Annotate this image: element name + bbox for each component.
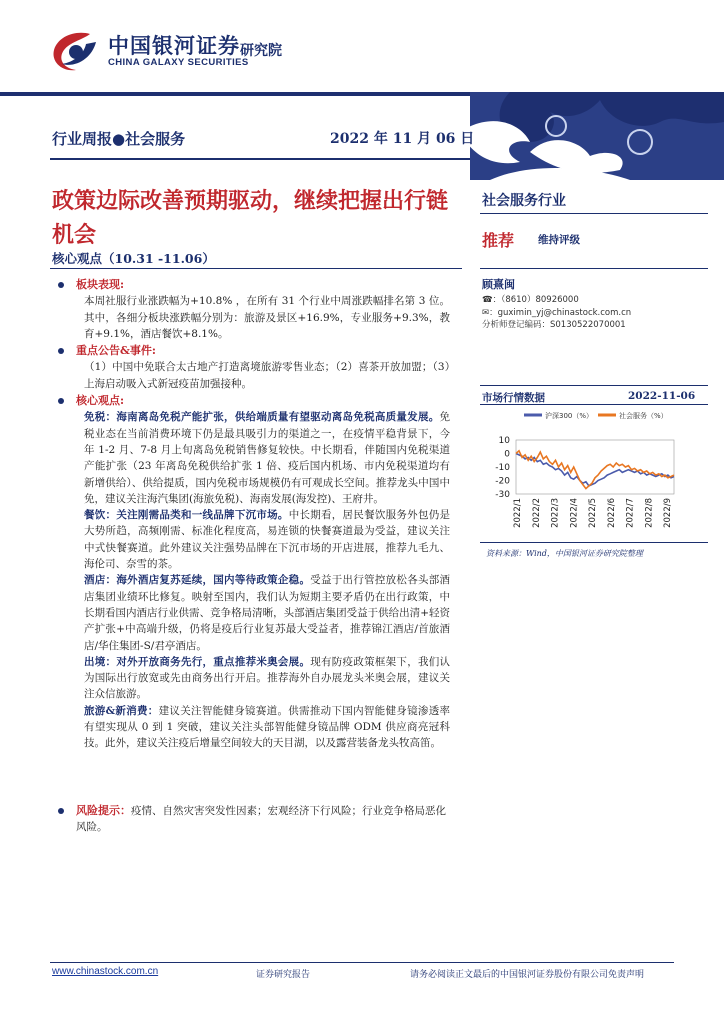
x-tick-label: 2022/6: [606, 498, 617, 528]
section-text: 本周社服行业涨跌幅为+10.8% ，在所有 31 个行业中周涨跌幅排名第 3 位。其中，各细分板块涨跌幅分别为：旅游及景区+16.9%，专业服务+9.3%，教育+9.1%，酒店餐饮+8.1%。: [84, 295, 450, 340]
core-view-label: 核心观点（10.31 -11.06）: [52, 251, 215, 266]
view-paragraph: [84, 654, 450, 703]
chart-source: 资料来源：Wind，中国银河证券研究院整理: [486, 549, 643, 558]
footer-report-label: 证券研究报告: [256, 970, 311, 980]
market-data-date: 2022-11-06: [628, 390, 696, 402]
main-body: [52, 276, 450, 752]
risk-content: [76, 803, 450, 836]
sidebar-rule: [480, 542, 708, 543]
x-tick-label: 2022/7: [625, 498, 636, 528]
view-lead: 餐饮：关注刚需品类和一线品牌下沉市场。: [84, 509, 289, 522]
view-lead: 出境：对外开放商务先行，重点推荐米奥会展。: [84, 655, 311, 668]
sidebar-rule: [480, 385, 708, 386]
view-paragraph: [84, 507, 450, 572]
chart-legend: [524, 411, 668, 420]
bullet-icon: [58, 808, 64, 814]
galaxy-logo-icon: [46, 28, 104, 78]
y-tick-label: -10: [495, 463, 510, 473]
analyst-email[interactable]: ✉：guximin_yj@chinastock.com.cn: [482, 308, 632, 318]
analyst-registration: 分析师登记编码：S0130522070001: [482, 320, 626, 330]
sidebar-rule: [480, 268, 708, 269]
bullet-icon: [58, 348, 64, 354]
section-title: 板块表现:: [76, 278, 125, 291]
report-title: 政策边际改善预期驱动，继续把握出行链机会: [52, 188, 449, 248]
sidebar-rule: [480, 213, 708, 214]
x-tick-label: 2022/4: [569, 498, 580, 528]
market-data-title: 市场行情数据: [482, 392, 545, 404]
section-performance: [52, 277, 450, 293]
chart-grid: [516, 440, 674, 494]
footer-website-link[interactable]: www.chinastock.com.cn: [52, 966, 159, 977]
series-line-hs300: [516, 454, 674, 486]
section-text: 疫情、自然灾害突发性因素；宏观经济下行风险；行业竞争格局恶化风险。: [76, 805, 446, 834]
report-date: 2022 年 11 月 06 日: [330, 131, 475, 147]
industry-name: 社会服务行业: [482, 193, 566, 209]
y-tick-label: -20: [495, 476, 510, 487]
section-views: [52, 393, 450, 409]
band-rule: [50, 158, 470, 160]
section-text: （1）中国中免联合太古地产打造离境旅游零售业态；（2）喜茶开放加盟；（3）上海启动吸入式新冠疫苗加强接种。: [84, 361, 450, 390]
cloud-pattern-icon: [470, 92, 724, 180]
x-tick-label: 2022/2: [531, 498, 542, 528]
x-tick-label: 2022/3: [550, 498, 561, 528]
legend-label: 社会服务（%）: [619, 412, 668, 420]
legend-label: 沪深300（%）: [545, 412, 594, 420]
section-announcements: [52, 343, 450, 359]
y-tick-label: 10: [498, 436, 510, 446]
sidebar-rule: [480, 404, 708, 405]
market-line-chart: [480, 406, 710, 542]
brand-name-en: CHINA GALAXY SECURITIES: [108, 57, 249, 68]
bullet-icon: [58, 282, 64, 288]
plot-frame: [516, 440, 674, 494]
view-lead: 旅游&新消费：: [84, 704, 159, 717]
rating: 推荐: [482, 231, 515, 250]
analyst-phone: ☎：（8610）80926000: [482, 295, 579, 305]
view-paragraph: [84, 572, 450, 653]
view-lead: 免税：海南离岛免税产能扩张，供给端质量有望驱动离岛免税高质量发展。: [84, 411, 440, 424]
y-tick-label: 0: [504, 449, 510, 460]
risk-section: [52, 802, 450, 836]
x-tick-label: 2022/8: [644, 498, 655, 528]
chart-x-ticks: [513, 498, 673, 528]
section-title: 风险提示：: [76, 804, 131, 817]
section-title: 重点公告&事件:: [76, 344, 156, 358]
bullet-icon: [58, 398, 64, 404]
view-paragraph: [84, 409, 450, 507]
chart-y-ticks: [495, 436, 510, 500]
analyst-name: 顾熹闽: [482, 278, 515, 291]
view-text: 建议关注智能健身镜赛道。供需推动下国内智能健身镜渗透率有望实现从 0 到 1 突破，建议关注头部智能健身镜品牌 ODM 供应商亮冠科技。此外，建议关注疫后增量空间较大的天目湖，以及露营装备龙头牧高笛。: [84, 704, 450, 750]
institute-name: 研究院: [240, 43, 282, 59]
report-type: 行业周报●社会服务: [52, 130, 186, 148]
x-tick-label: 2022/1: [513, 498, 523, 528]
x-tick-label: 2022/5: [588, 498, 598, 528]
section-risk: [52, 803, 450, 836]
x-tick-label: 2022/9: [663, 498, 673, 528]
section-title: 核心观点:: [76, 394, 125, 408]
view-text: 免税业态在当前消费环境下仍是最具吸引力的渠道之一，在疫情平稳背景下，今年 1-2 月、7-8 月上旬离岛免税销售修复较快。中长期看，伴随国内免税渠道产能扩张（23 年离岛免税供给扩张 1 倍、疫后国内机场、市内免税渠道均有新增供给）、供给提质，国内免税市场规模仍有可观成长空间。推荐龙头中国中免，建议关注海汽集团(海旅免税)、海南发展(海发控)、王府井。: [84, 411, 450, 505]
y-tick-label: -30: [495, 490, 510, 500]
chart-series-lines: [516, 451, 674, 489]
view-text: 现有防疫政策框架下，我们认为国际出行放宽或先由商务出行开启。推荐海外自办展龙头米奥会展，建议关注众信旅游。: [84, 655, 451, 701]
brand-name-cn: 中国银河证券: [108, 34, 240, 58]
view-text: 受益于出行管控放松各头部酒店集团业绩环比修复。映射至国内，我们认为短期主要矛盾仍在出行政策，中长期看国内酒店行业供需、竞争格局清晰，头部酒店集团受益于供给出清+轻资产扩张+中高端升级，仍将是疫后行业复苏最大受益者，推荐锦江酒店/首旅酒店/华住集团-S/君亭酒店。: [84, 574, 451, 652]
view-lead: 酒店：海外酒店复苏延续，国内等待政策企稳。: [84, 574, 311, 587]
footer-rule: [50, 962, 674, 963]
footer-disclaimer: 请务必阅读正文最后的中国银河证券股份有限公司免责声明: [410, 970, 645, 980]
core-view-rule: [50, 268, 462, 269]
view-paragraph: [84, 703, 450, 752]
view-text: 中长期看，居民餐饮服务外包仍是大势所趋，高频刚需、标准化程度高，易连锁的快餐赛道最为受益，建议关注中式快餐赛道。此外建议关注强势品牌在下沉市场的开店进展，推荐九毛九、海伦司、奈雪的茶。: [84, 509, 451, 571]
rating-note: 维持评级: [538, 234, 580, 246]
